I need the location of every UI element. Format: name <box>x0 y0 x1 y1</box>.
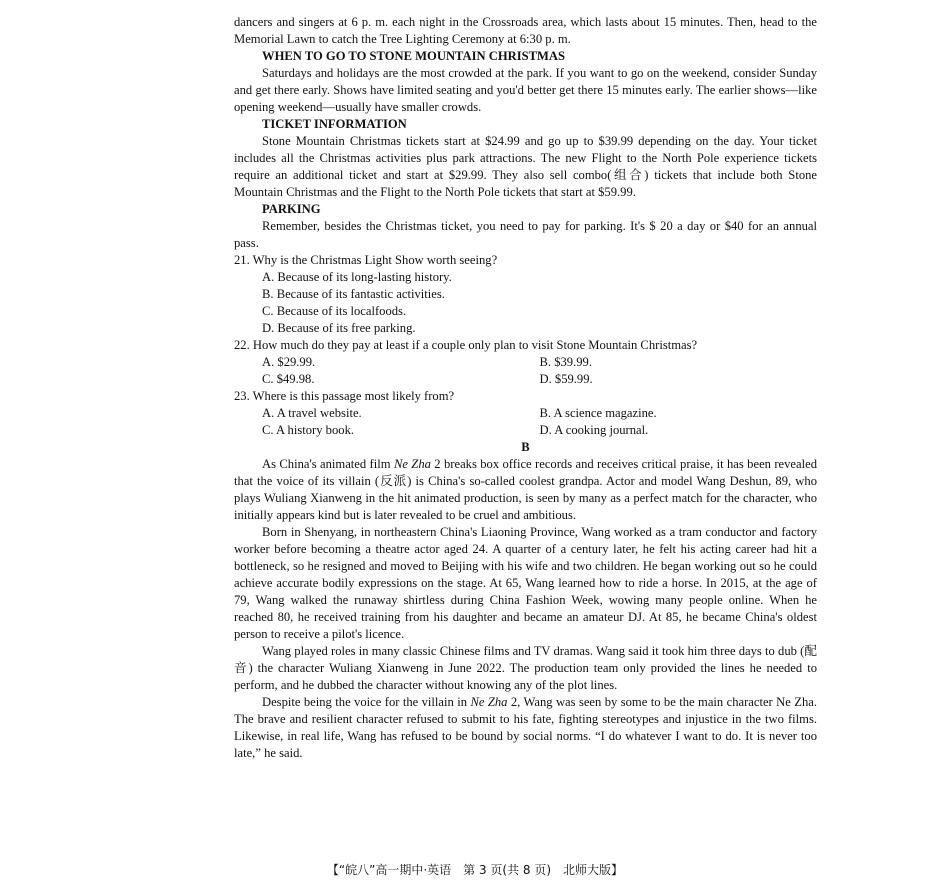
passage-b-paragraph <box>234 694 817 762</box>
option: B. Because of its fantastic activities. <box>262 287 445 301</box>
question-22: 22. How much do they pay at least if a couple only plan to visit Stone Mountain Christmas? <box>234 338 698 352</box>
option: D. A cooking journal. <box>539 423 649 437</box>
option: D. $59.99. <box>539 372 593 386</box>
option: A. $29.99. <box>262 355 316 369</box>
question-21: 21. Why is the Christmas Light Show worth seeing? <box>234 253 498 267</box>
option: A. Because of its long-lasting history. <box>262 270 452 284</box>
text-run: 2 breaks box office records and receives critical praise, it has been revealed that the voice of its villain (反派) is China's so-called coolest grandpa. Actor and model Wang Deshun, 89, who plays Wuliang Xianweng in the hit animated production, is seen by many as a perfect match for the character, who initially appears kind but is later revealed to be cruel and ambitious. <box>234 457 817 522</box>
option-row <box>262 354 817 371</box>
option-row <box>262 422 817 439</box>
passage-a-paragraph: Remember, besides the Christmas ticket, you need to pay for parking. It's $ 20 a day or $40 for an annual pass. <box>234 219 817 250</box>
page-footer: 【“皖八”高一期中·英语 第 3 页(共 8 页) 北师大版】 <box>326 863 624 877</box>
section-heading: WHEN TO GO TO STONE MOUNTAIN CHRISTMAS <box>262 49 566 63</box>
passage-a-paragraph: Stone Mountain Christmas tickets start at $24.99 and go up to $39.99 depending on the day. Your ticket includes all the Christmas activities plus park attractions. The new Flight to the North Pole experience tickets require an additional ticket and start at $29.99. They also sell combo(组合) tickets that include both Stone Mountain Christmas and the Flight to the North Pole tickets that start at $59.99. <box>234 134 817 199</box>
option: A. A travel website. <box>262 406 362 420</box>
option: C. Because of its localfoods. <box>262 304 407 318</box>
text-run: As China's animated film <box>262 457 394 471</box>
option-row <box>262 371 817 388</box>
passage-a-paragraph: dancers and singers at 6 p. m. each night in the Crossroads area, which lasts about 15 minutes. Then, head to the Memorial Lawn to catch the Tree Lighting Ceremony at 6:30 p. m. <box>234 15 817 46</box>
section-heading: PARKING <box>262 202 321 216</box>
passage-b-label: B <box>521 440 530 454</box>
passage-a-paragraph: Saturdays and holidays are the most crowded at the park. If you want to go on the weekend, consider Sunday and get there early. Shows have limited seating and you'd better get there 15 minutes early. The earlier shows—like opening weekend—usually have smaller crowds. <box>234 66 817 114</box>
section-heading: TICKET INFORMATION <box>262 117 407 131</box>
passage-b-paragraph <box>234 456 817 524</box>
passage-b-paragraph: Wang played roles in many classic Chinese films and TV dramas. Wang said it took him three days to dub (配音) the character Wuliang Xianweng in June 2022. The production team only provided the lines he needed to perform, and he dubbed the character without knowing any of the plot lines. <box>234 644 817 692</box>
text-run: Despite being the voice for the villain in <box>262 695 471 709</box>
passage-b-paragraph: Born in Shenyang, in northeastern China's Liaoning Province, Wang worked as a tram conductor and factory worker before becoming a theatre actor aged 24. A quarter of a century later, he felt his acting career had hit a bottleneck, so he resigned and moved to Beijing with his wife and two children. He began working out so he could achieve accurate bodily expressions on the stage. At 65, Wang learned how to ride a horse. In 2015, at the age of 79, Wang walked the runaway shirtless during China Fashion Week, wowing many people online. When he reached 80, he received training from his daughter and became an amateur DJ. At 85, he became China's oldest person to receive a pilot's licence. <box>234 525 817 641</box>
option: C. A history book. <box>262 423 355 437</box>
question-23: 23. Where is this passage most likely from? <box>234 389 455 403</box>
option-row <box>262 405 817 422</box>
exam-page <box>234 14 817 762</box>
option: D. Because of its free parking. <box>262 321 416 335</box>
option: B. $39.99. <box>539 355 592 369</box>
option: C. $49.98. <box>262 372 315 386</box>
text-run: 2, Wang was seen by some to be the main character Ne Zha. The brave and resilient character refused to submit to his fate, fighting stereotypes and injustice in the two films. Likewise, in real life, Wang has refused to be bound by social norms. “I do whatever I want to do. It is never too late,” he said. <box>234 695 817 760</box>
film-title: Ne Zha <box>393 457 431 471</box>
option: B. A science magazine. <box>539 406 657 420</box>
film-title: Ne Zha <box>470 695 508 709</box>
